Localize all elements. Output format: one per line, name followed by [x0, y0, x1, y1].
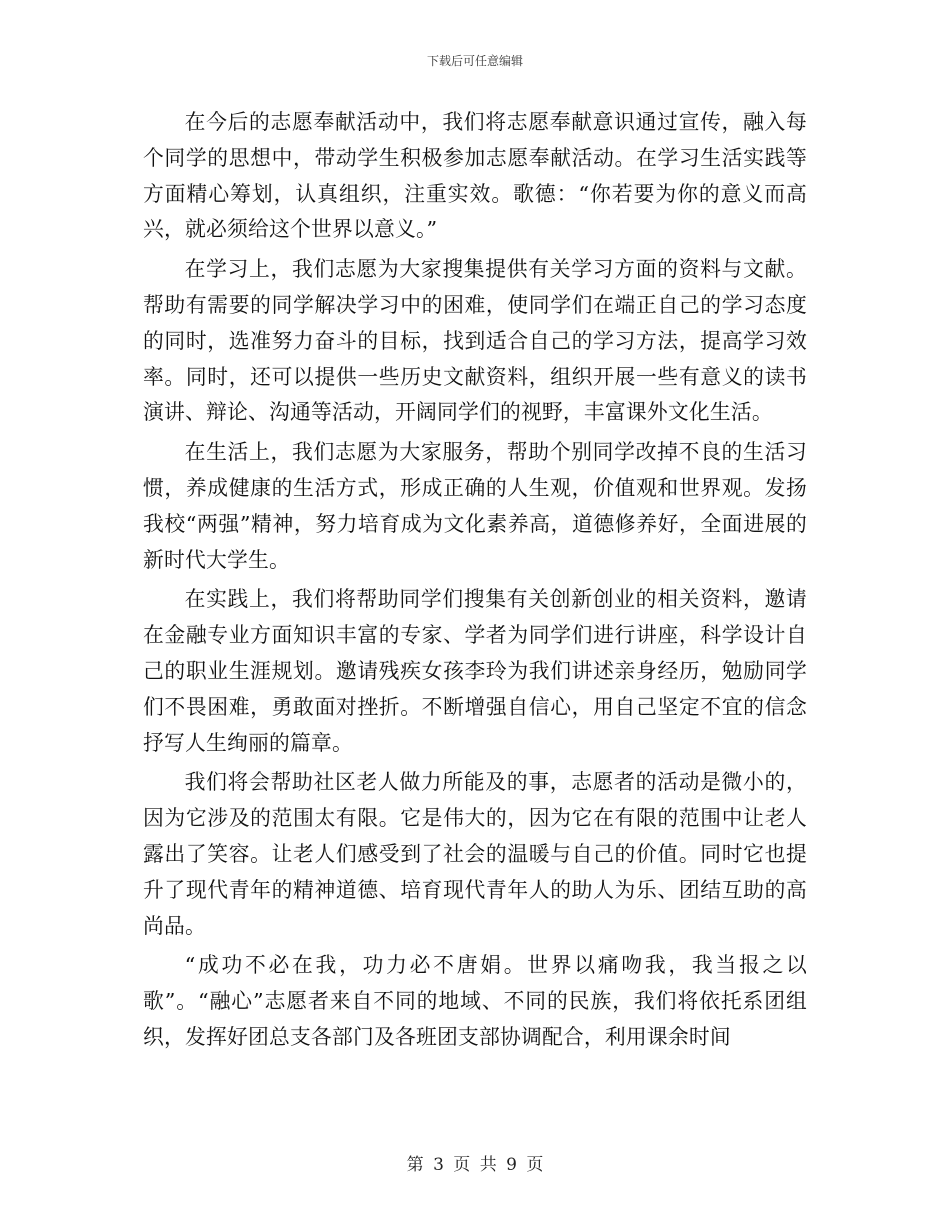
page-header-note: 下载后可任意编辑 — [426, 54, 523, 68]
document-body — [143, 105, 807, 1060]
paragraph-quote-rongxin: “成功不必在我，功力必不唐娟。世界以痛吻我，我当报之以歌”。“融心”志愿者来自不同的地域、不同的民族，我们将依托系团组织，发挥好团总支各部门及各班团支部协调配合，利用课余时间 — [143, 953, 807, 1049]
paragraph-study: 在学习上，我们志愿为大家搜集提供有关学习方面的资料与文献。帮助有需要的同学解决学习中的困难，使同学们在端正自己的学习态度的同时，选准努力奋斗的目标，找到适合自己的学习方法，提高学习效率。同时，还可以提供一些历史文献资料，组织开展一些有意义的读书演讲、辩论、沟通等活动，开阔同学们的视野，丰富课外文化生活。 — [143, 257, 807, 425]
paragraph-community-elderly: 我们将会帮助社区老人做力所能及的事，志愿者的活动是微小的，因为它涉及的范围太有限。它是伟大的，因为它在有限的范围中让老人露出了笑容。让老人们感受到了社会的温暖与自己的价值。同时它也提升了现代青年的精神道德、培育现代青年人的助人为乐、团结互助的高尚品。 — [143, 770, 807, 938]
paragraph-life: 在生活上，我们志愿为大家服务，帮助个别同学改掉不良的生活习惯，养成健康的生活方式，形成正确的人生观，价值观和世界观。发扬我校“两强”精神，努力培育成为文化素养高，道德修养好，全面进展的新时代大学生。 — [143, 440, 807, 572]
paragraph-volunteer-intro: 在今后的志愿奉献活动中，我们将志愿奉献意识通过宣传，融入每个同学的思想中，带动学生积极参加志愿奉献活动。在学习生活实践等方面精心筹划，认真组织，注重实效。歌德：“你若要为你的意义而高兴，就必须给这个世界以意义。” — [143, 110, 807, 242]
page-number: 第 3 页 共 9 页 — [406, 1155, 544, 1175]
paragraph-practice: 在实践上，我们将帮助同学们搜集有关创新创业的相关资料，邀请在金融专业方面知识丰富的专家、学者为同学们进行讲座，科学设计自己的职业生涯规划。邀请残疾女孩李玲为我们讲述亲身经历，勉励同学们不畏困难，勇敢面对挫折。不断增强自信心，用自己坚定不宜的信念抒写人生绚丽的篇章。 — [143, 587, 807, 755]
